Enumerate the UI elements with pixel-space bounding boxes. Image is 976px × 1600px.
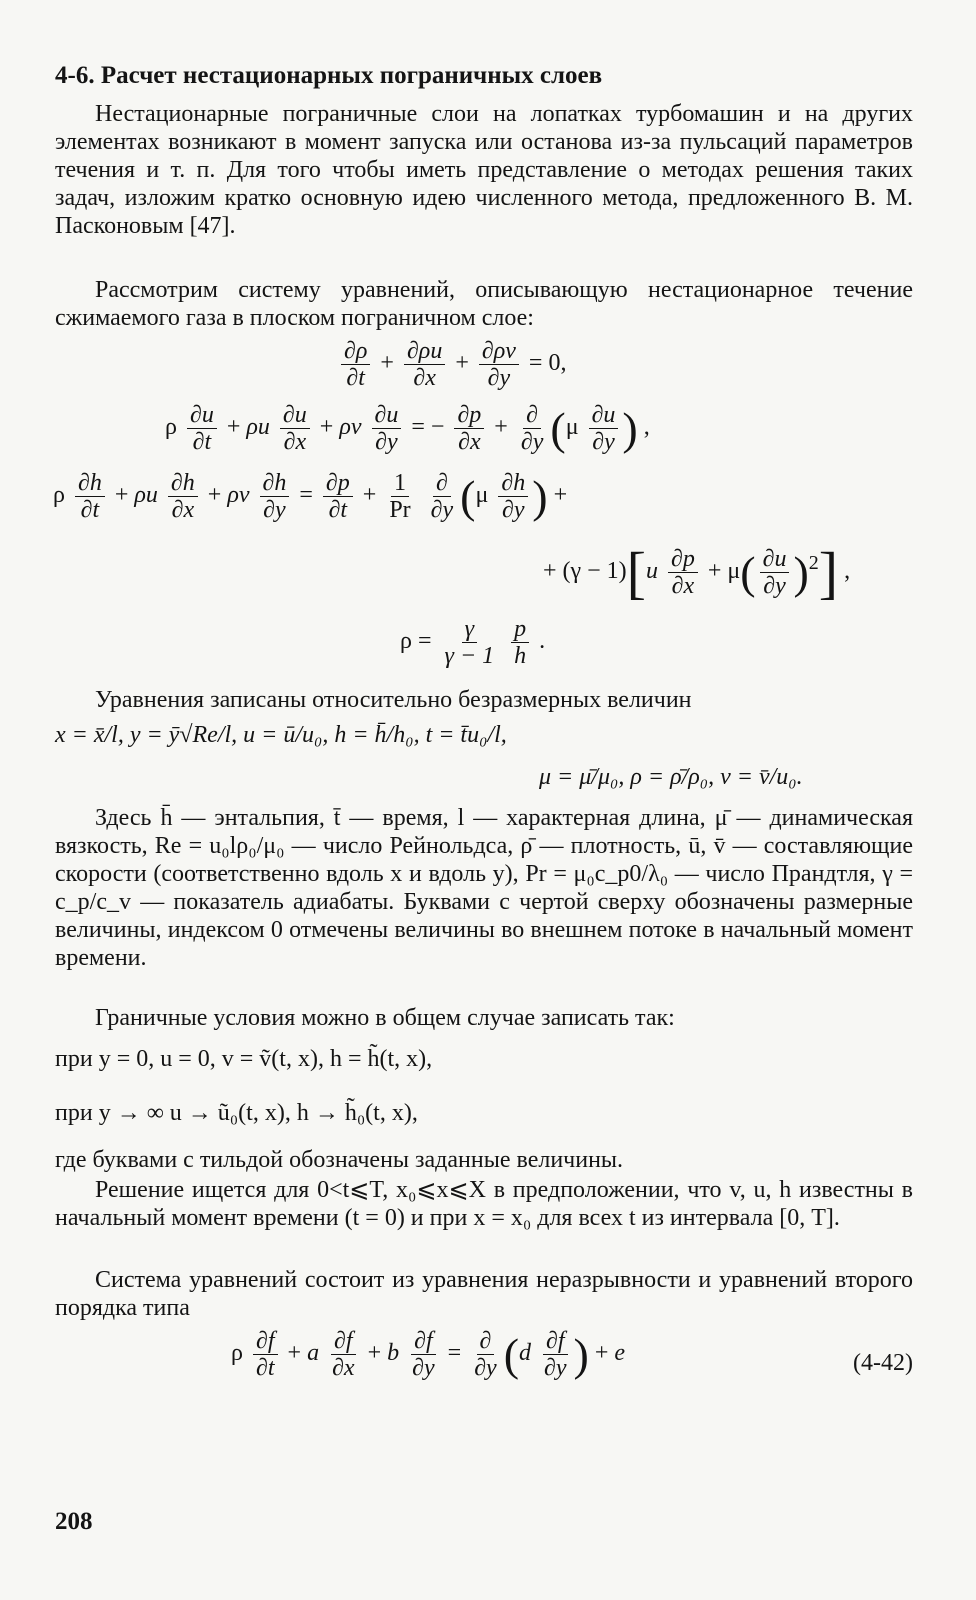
equation-system xyxy=(55,334,913,686)
general-equation: ρ $\frac{\partial f}{\partial t}$ + a $\frac{\partial f}{\partial x}$ + b $\frac{\partial f}{\partial y}$ = $\frac{\partial}{\partial y}$ (d $\frac{\partial f}{\partial y}$ ) + e xyxy=(231,1328,626,1381)
page-number: 208 xyxy=(55,1508,93,1535)
nondim-line-2: μ = μ̄/μ₀, ρ = ρ̄/ρ₀, v = v̄/u₀. xyxy=(539,764,803,790)
paragraph-intro: Нестационарные пограничные слои на лопатках турбомашин и на других элементах возникают в момент запуска или останова из-за пульсаций параметров течения и т. п. Для того чтобы иметь представление о методах решения таких задач, изложим кратко основную идею численного метода, предложенного В. М. Пасконовым [47]. xyxy=(55,101,913,239)
section-heading: 4-6. Расчет нестационарных пограничных слоев xyxy=(55,62,603,89)
energy-equation-cont: + (γ − 1)[u $\frac{\partial p}{\partial x}$ + μ( $\frac{\partial u}{\partial y}$ )$^2$] , xyxy=(543,540,851,605)
paragraph-tilde: где буквами с тильдой обозначены заданные величины. xyxy=(55,1147,624,1173)
paragraph-notation: Здесь h̄ — энтальпия, t̄ — время, l — характерная длина, μ̄ — динамическая вязкость, Re = u₀lρ₀/μ₀ — число Рейнольдса, ρ̄ — плотность, ū, v̄ — составляющие скорости (соответственно вдоль x и вдоль y), Pr = μ₀c_p0/λ₀ — число Прандтля, γ = c_p/c_v — показатель адиабаты. Буквами с чертой сверху обозначены размерные величины, индексом 0 отмечены величины во внешнем потоке в начальный момент времени. xyxy=(55,805,913,971)
page-body xyxy=(55,62,913,1402)
state-equation: ρ = $\frac{\gamma}{\gamma - 1}$ $\frac{p}{h}$ . xyxy=(400,616,546,669)
boundary-conditions xyxy=(55,1038,913,1146)
paragraph-second-order: Система уравнений состоит из уравнения неразрывности и уравнений второго порядка типа xyxy=(55,1267,913,1321)
nondim-line-1: x = x̄/l, y = ȳ√Re/l, u = ū/u₀, h = h̄/h₀, t = t̄u₀/l, xyxy=(55,722,507,748)
equation-number: (4-42) xyxy=(853,1350,913,1376)
boundary-condition-infinity: при y → ∞ u → ũ₀(t, x), h → h̃₀(t, x), xyxy=(55,1100,418,1126)
equation-4-42 xyxy=(55,1328,913,1402)
continuity-equation: $\frac{\partial\rho}{\partial t}$ + $\frac{\partial\rho u}{\partial x}$ + $\frac{\partial\rho v}{\partial y}$ = 0, xyxy=(337,338,566,391)
nondim-definitions xyxy=(55,718,913,804)
boundary-condition-wall: при y = 0, u = 0, v = ṽ(t, x), h = h̃(t, x), xyxy=(55,1046,433,1072)
paragraph-nondim: Уравнения записаны относительно безразмерных величин xyxy=(95,687,692,713)
momentum-equation: ρ $\frac{\partial u}{\partial t}$ + ρu $\frac{\partial u}{\partial x}$ + ρv $\frac{\partial u}{\partial y}$ = − $\frac{\partial p}{\partial x}$ + $\frac{\partial}{\partial y}$ (μ $\frac{\partial u}{\partial y}$ ) , xyxy=(165,402,650,455)
paragraph-boundary: Граничные условия можно в общем случае записать так: xyxy=(95,1005,675,1031)
paragraph-domain: Решение ищется для 0<t⩽T, x₀⩽x⩽X в предположении, что v, u, h известны в начальный момент времени (t = 0) и при x = x₀ для всех t из интервала [0, T]. xyxy=(55,1177,913,1231)
paragraph-system: Рассмотрим систему уравнений, описывающую нестационарное течение сжимаемого газа в плоском пограничном слое: xyxy=(55,277,913,331)
energy-equation: ρ $\frac{\partial h}{\partial t}$ + ρu $\frac{\partial h}{\partial x}$ + ρv $\frac{\partial h}{\partial y}$ = $\frac{\partial p}{\partial t}$ + $\frac{1}{Pr}$ $\frac{\partial}{\partial y}$ (μ $\frac{\partial h}{\partial y}$ ) + xyxy=(53,470,568,523)
